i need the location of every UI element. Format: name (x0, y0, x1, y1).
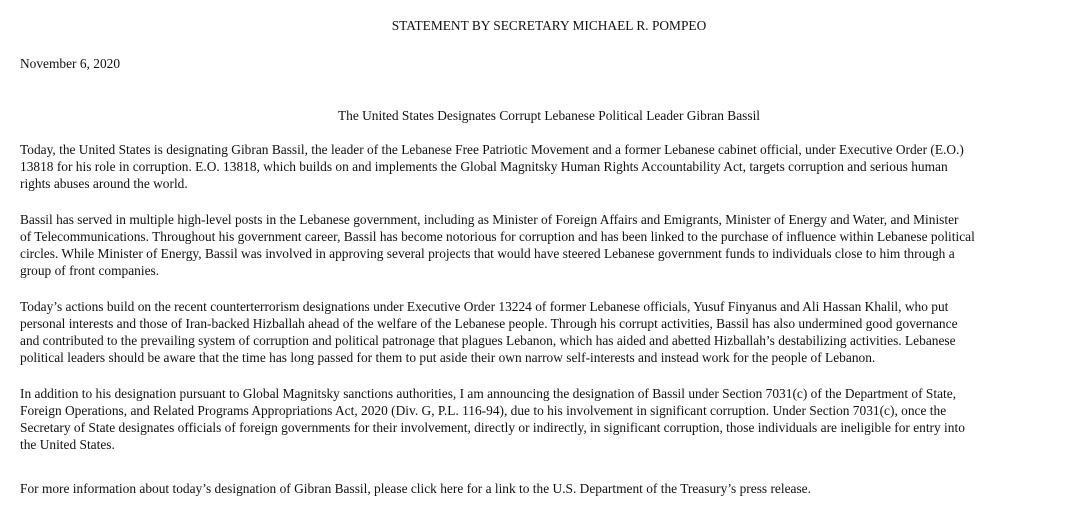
paragraph-line: Foreign Operations, and Related Programs Appropriations Act, 2020 (Div. G, P.L. 116-94), due to his involvement in significant corruption. Under Section 7031(c), once the (20, 403, 947, 418)
paragraph-more-information (20, 480, 1060, 497)
statement-date: November 6, 2020 (20, 56, 121, 71)
paragraph-line: 13818 for his role in corruption. E.O. 13818, which builds on and implements the Global Magnitsky Human Rights Accountability Act, targets corruption and serious human (20, 159, 948, 174)
statement-heading: STATEMENT BY SECRETARY MICHAEL R. POMPEO (391, 18, 707, 33)
paragraph-line: political leaders should be aware that the time has long passed for them to put aside their own narrow self-interests and instead work for the people of Lebanon. (20, 350, 876, 365)
paragraph-designation (20, 141, 1060, 192)
paragraph-line: the United States. (20, 437, 115, 452)
paragraph-counterterrorism (20, 298, 1060, 366)
paragraph-line: For more information about today’s designation of Gibran Bassil, please click here for a link to the U.S. Department of the Treasury’s press release. (20, 481, 811, 496)
paragraph-line: and contributed to the prevailing system of corruption and political patronage that plagues Lebanon, which has aided and abetted Hizballah’s destabilizing activities. Lebanese (20, 333, 956, 348)
paragraph-line: group of front companies. (20, 263, 160, 278)
paragraph-line: Bassil has served in multiple high-level posts in the Lebanese government, including as Minister of Foreign Affairs and Emigrants, Minister of Energy and Water, and Minister (20, 212, 959, 227)
paragraph-line: personal interests and those of Iran-backed Hizballah ahead of the welfare of the Lebanese people. Through his corrupt activities, Bassil has also undermined good governance (20, 316, 958, 331)
statement-subtitle: The United States Designates Corrupt Lebanese Political Leader Gibran Bassil (337, 108, 761, 123)
paragraph-line: In addition to his designation pursuant to Global Magnitsky sanctions authorities, I am announcing the designation of Bassil under Section 7031(c) of the Department of State, (20, 386, 957, 401)
paragraph-line: Today’s actions build on the recent counterterrorism designations under Executive Order 13224 of former Lebanese officials, Yusuf Finyanus and Ali Hassan Khalil, who put (20, 299, 949, 314)
paragraph-line: Secretary of State designates officials of foreign governments for their involvement, directly or indirectly, in significant corruption, those individuals are ineligible for entry into (20, 420, 965, 435)
paragraph-line: rights abuses around the world. (20, 176, 188, 191)
paragraph-section-7031c (20, 385, 1060, 453)
paragraph-line: circles. While Minister of Energy, Bassil was involved in approving several projects that would have steered Lebanese government funds to individuals close to him through a (20, 246, 955, 261)
paragraph-line: Today, the United States is designating Gibran Bassil, the leader of the Lebanese Free Patriotic Movement and a former Lebanese cabinet official, under Executive Order (E.O.) (20, 142, 964, 157)
paragraph-line: of Telecommunications. Throughout his government career, Bassil has become notorious for corruption and has been linked to the purchase of influence within Lebanese political (20, 229, 975, 244)
paragraph-career (20, 211, 1060, 279)
